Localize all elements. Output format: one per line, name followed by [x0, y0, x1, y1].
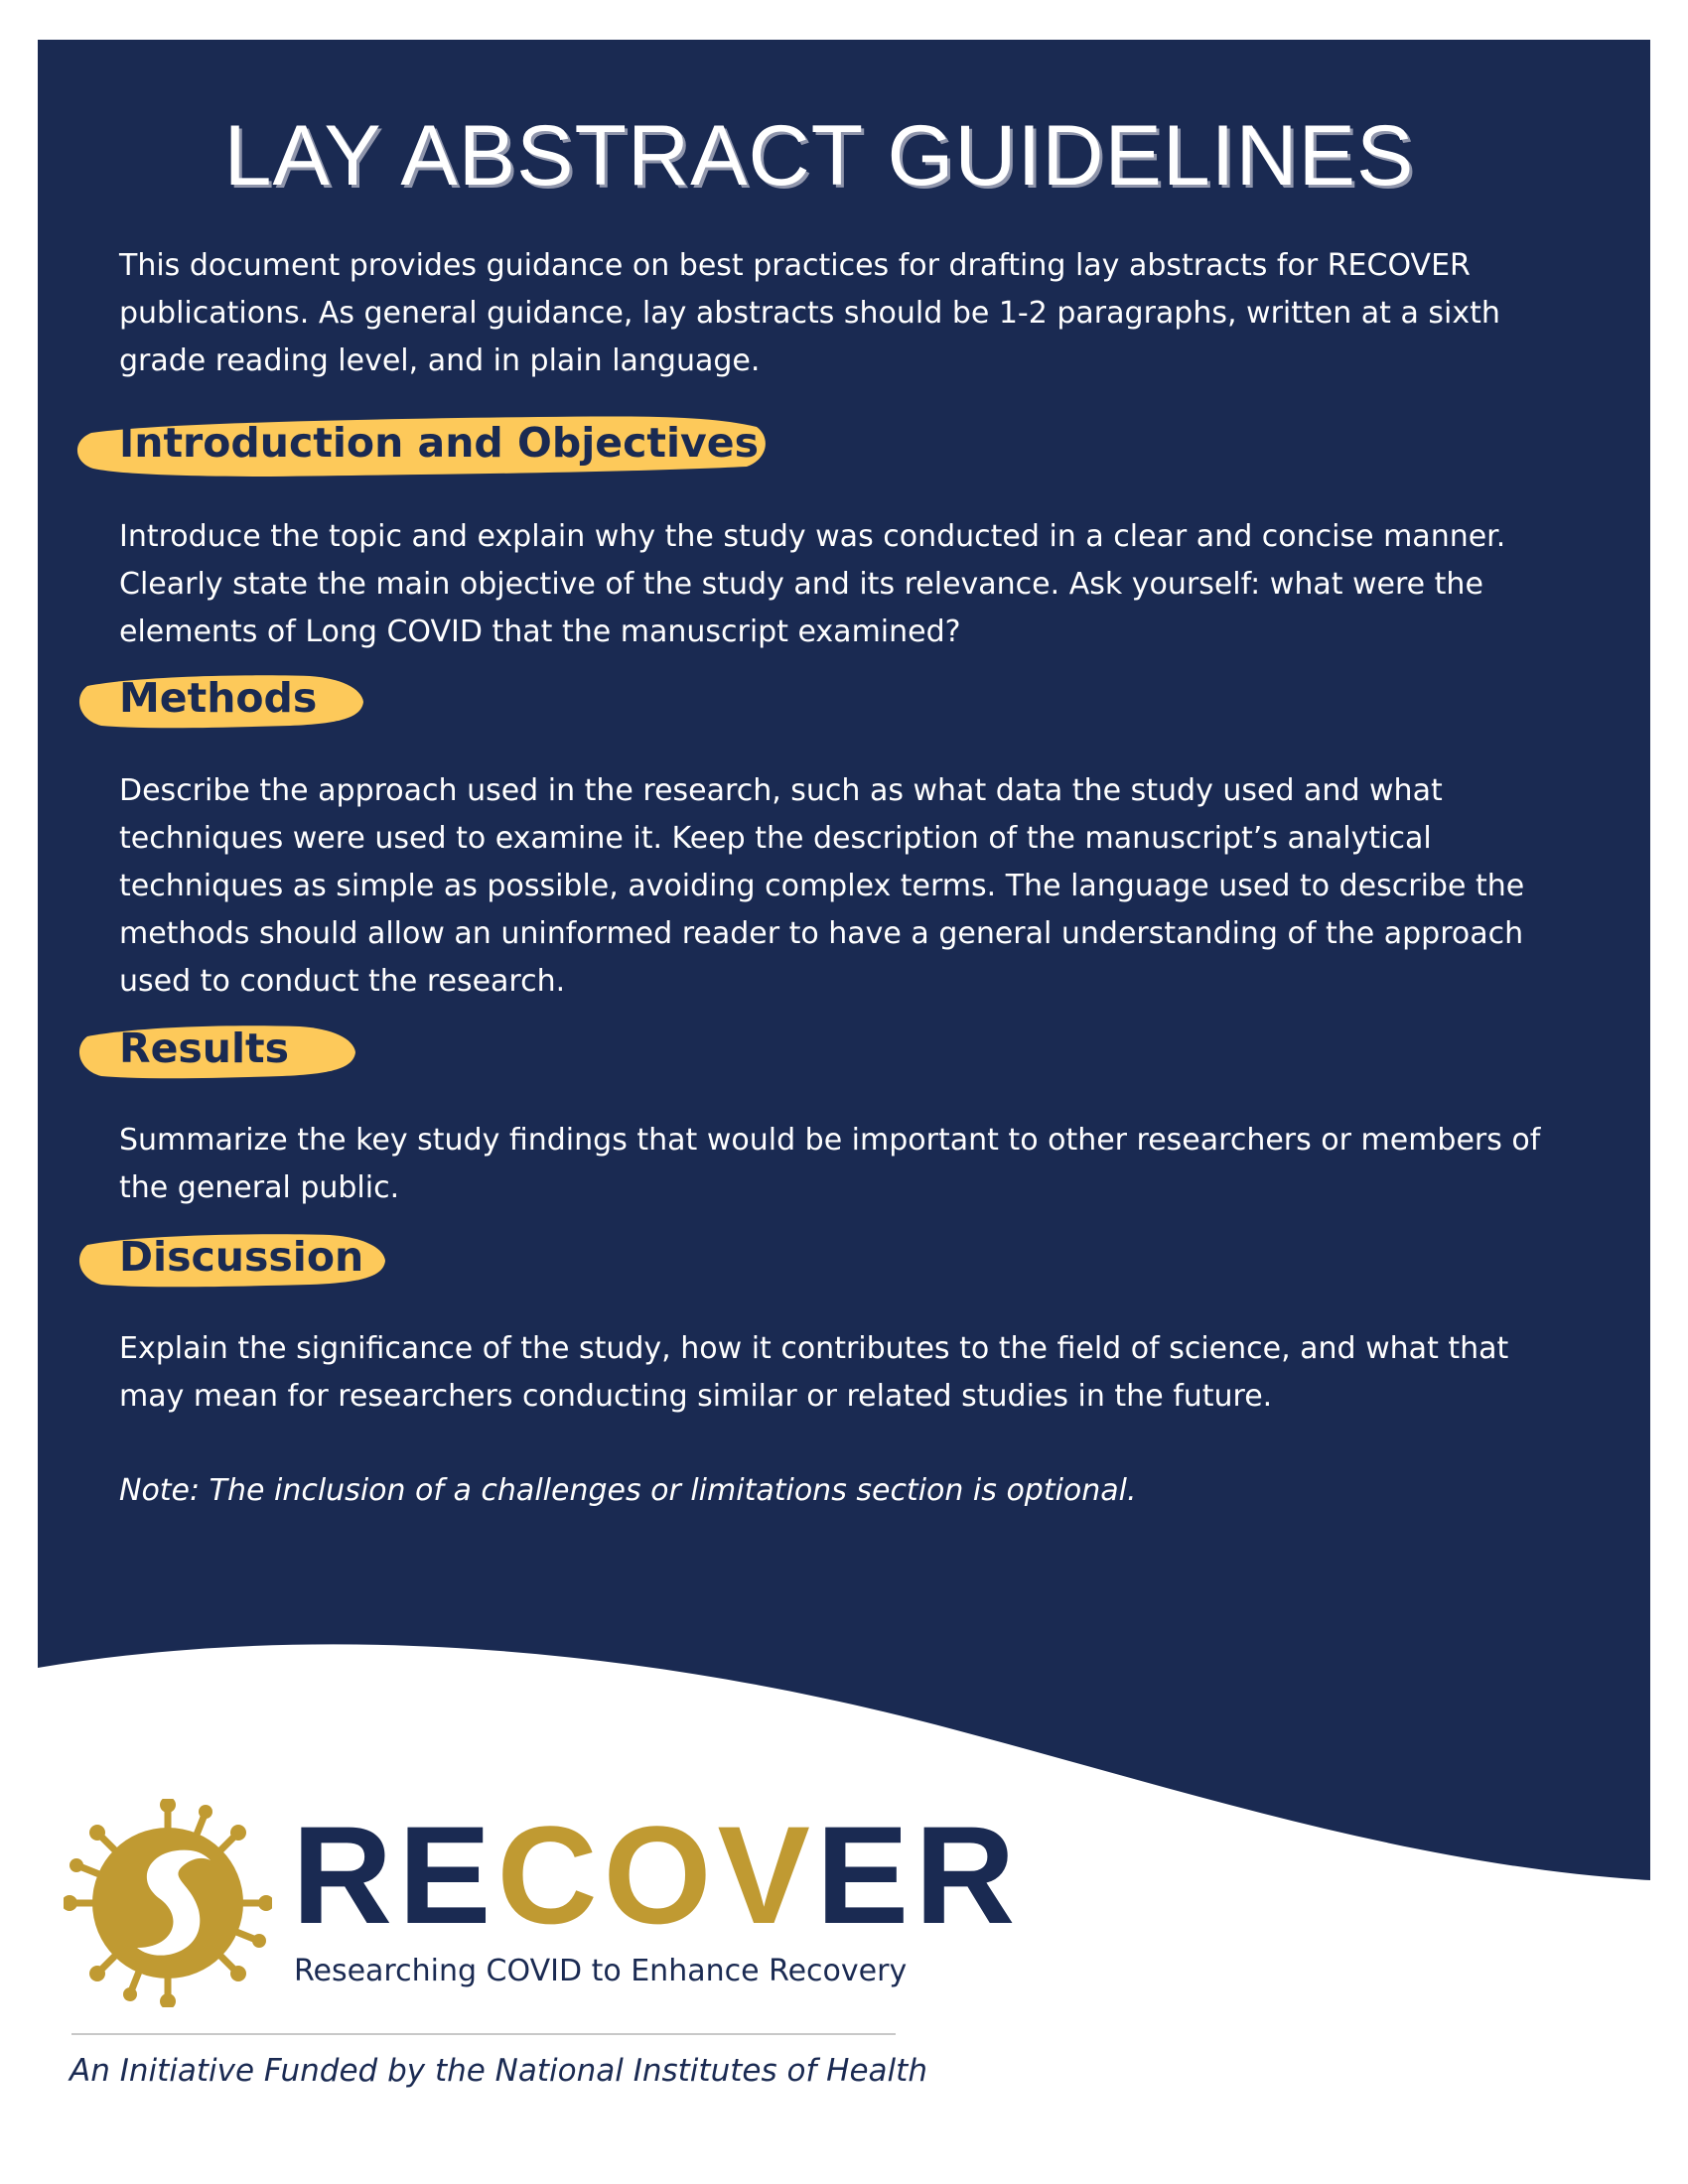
logo-tagline: Researching COVID to Enhance Recovery [294, 1954, 908, 1988]
section-heading-label: Results [119, 1024, 290, 1072]
introduction-paragraph: Introduce the topic and explain why the study was conducted in a clear and concise manner. Clearly state the main objective of the study and its relevance. Ask yourself: what were the elements of Long COVID that the manuscript examined? [119, 519, 1506, 649]
funding-statement: An Initiative Funded by the National Institutes of Health [70, 2053, 927, 2089]
methods-paragraph: Describe the approach used in the research, such as what data the study used and what techniques were used to examine it. Keep the description of the manuscript’s analytical techniques as simple as possible, avoiding complex terms. The language used to describe the methods should allow an uninformed reader to have a general understanding of the approach used to conduct the research. [119, 773, 1525, 999]
recover-wordmark: RECOVER [292, 1797, 1022, 1953]
footer-divider [71, 2033, 896, 2035]
virus-sun-icon [64, 1799, 272, 2007]
section-heading-label: Methods [119, 674, 318, 722]
recover-logo [64, 1797, 1022, 2017]
results-paragraph: Summarize the key study findings that would be important to other researchers or members of the general public. [119, 1123, 1541, 1205]
optional-section-note: Note: The inclusion of a challenges or limitations section is optional. [119, 1473, 1137, 1508]
page-title: LAY ABSTRACT GUIDELINES [223, 108, 1415, 204]
section-heading-label: Discussion [119, 1233, 364, 1281]
discussion-paragraph: Explain the significance of the study, how it contributes to the field of science, and what that may mean for researchers conducting similar or related studies in the future. [119, 1331, 1509, 1414]
intro-paragraph: This document provides guidance on best practices for drafting lay abstracts for RECOVER publications. As general guidance, lay abstracts should be 1-2 paragraphs, written at a sixth grade reading level, and in plain language. [119, 248, 1500, 378]
section-heading-label: Introduction and Objectives [119, 419, 759, 467]
